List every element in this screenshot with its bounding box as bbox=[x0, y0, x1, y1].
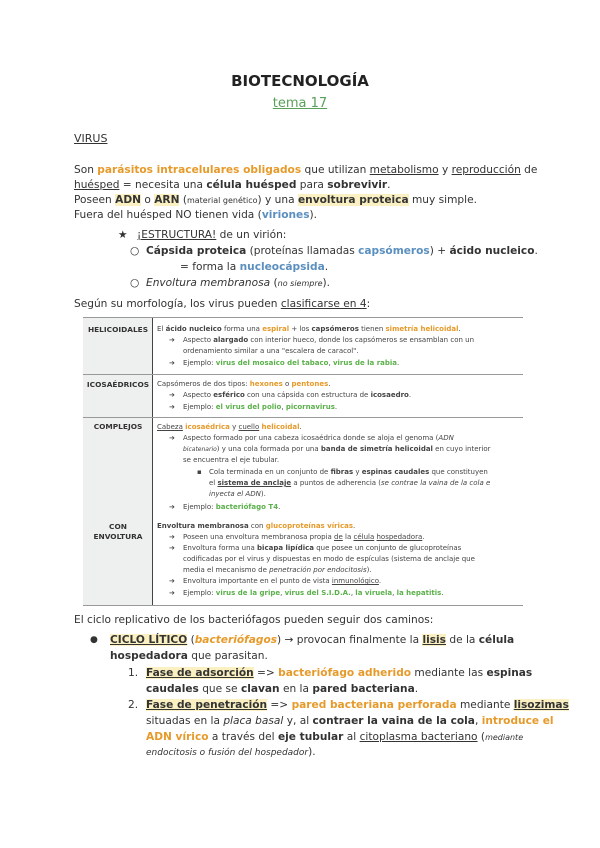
circle-icon: ○ bbox=[130, 277, 140, 289]
arrow-icon: ➔ bbox=[169, 434, 175, 442]
table-divider bbox=[83, 374, 523, 375]
adsorption-line-2: caudales que se clavan en la pared bacteriana. bbox=[146, 683, 419, 695]
intro-line-2: huésped = necesita una célula huésped para sobrevivir. bbox=[74, 179, 391, 191]
intro-line-1: Son parásitos intracelulares obligados que utilizan metabolismo y reproducción de bbox=[74, 164, 538, 176]
step-number: 2. bbox=[128, 699, 139, 711]
section-heading: VIRUS bbox=[74, 132, 108, 145]
structure-item-nucleocapsid: = forma la nucleocápsida. bbox=[180, 261, 329, 273]
table-label-column bbox=[83, 318, 153, 605]
bullet-icon: ● bbox=[90, 635, 98, 645]
table-cell-line: inyecta el ADN). bbox=[209, 490, 266, 498]
table-cell-line: ordenamiento similar a una "escalera de caracol". bbox=[183, 347, 359, 355]
circle-icon: ○ bbox=[130, 245, 140, 257]
table-cell-line: Poseen una envoltura membranosa propia de la célula hospedadora. bbox=[183, 533, 425, 541]
adsorption-line-1: Fase de adsorción => bacteriófago adherido mediante las espinas bbox=[146, 667, 533, 679]
lytic-cycle-line-1: CICLO LÍTICO (bacteriófagos) → provocan finalmente la lisis de la célula bbox=[110, 634, 515, 646]
table-cell-line: el sistema de anclaje a puntos de adherencia (se contrae la vaina de la cola e bbox=[209, 479, 491, 487]
step-number: 1. bbox=[128, 667, 139, 679]
penetration-line-2: situadas en la placa basal y, al contraer la vaina de la cola, introduce el bbox=[146, 715, 554, 727]
table-cell-line: codificadas por el virus y dispuestas en modo de espículas (sistema de anclaje que bbox=[183, 555, 475, 563]
penetration-line-4: endocitosis o fusión del hospedador). bbox=[146, 746, 316, 758]
arrow-icon: ➔ bbox=[169, 577, 175, 585]
morphology-line: Según su morfología, los virus pueden clasificarse en 4: bbox=[74, 298, 371, 310]
table-row-label-complejos: COMPLEJOS bbox=[93, 422, 143, 431]
classification-table bbox=[83, 317, 523, 606]
arrow-icon: ➔ bbox=[169, 359, 175, 367]
table-cell-line: Cola terminada en un conjunto de fibras y espinas caudales que constituyen bbox=[209, 468, 488, 476]
table-cell-line: Capsómeros de dos tipos: hexones o pentones. bbox=[157, 380, 331, 388]
intro-line-4: Fuera del huésped NO tienen vida (viriones). bbox=[74, 209, 318, 221]
table-cell-line: Ejemplo: virus de la gripe, virus del S.I.D.A., la viruela, la hepatitis. bbox=[183, 589, 444, 597]
table-cell-line: Ejemplo: el virus del polio, picornavirus. bbox=[183, 403, 338, 411]
arrow-icon: ➔ bbox=[169, 391, 175, 399]
sub-bullet-icon: ▪ bbox=[197, 468, 202, 476]
cycle-intro: El ciclo replicativo de los bacteriófagos pueden seguir dos caminos: bbox=[74, 614, 434, 626]
arrow-icon: ➔ bbox=[169, 403, 175, 411]
table-cell-line: bicatenario) y una cola formada por una banda de simetría helicoidal en cuyo interior bbox=[183, 445, 491, 453]
lytic-cycle-line-2: hospedadora que parasitan. bbox=[110, 650, 268, 662]
penetration-line-1: Fase de penetración => pared bacteriana perforada mediante lisozimas bbox=[146, 699, 569, 711]
structure-heading: ¡ESTRUCTURA! de un virión: bbox=[137, 229, 287, 241]
intro-line-3: Poseen ADN o ARN (material genético) y una envoltura proteica muy simple. bbox=[74, 194, 477, 206]
structure-item-capsid: Cápsida proteica (proteínas llamadas capsómeros) + ácido nucleico. bbox=[146, 245, 538, 257]
page-subtitle: tema 17 bbox=[272, 96, 328, 111]
table-cell-line: Aspecto formado por una cabeza icosaédrica donde se aloja el genoma (ADN bbox=[183, 434, 454, 442]
table-cell-line: Ejemplo: bacteriófago T4. bbox=[183, 503, 281, 511]
table-cell-line: se encuentra el eje tubular. bbox=[183, 456, 280, 464]
table-cell-line: media el mecanismo de penetración por endocitosis). bbox=[183, 566, 372, 574]
structure-item-envelope: Envoltura membranosa (no siempre). bbox=[146, 277, 331, 289]
table-cell-line: Envoltura importante en el punto de vista inmunológico. bbox=[183, 577, 382, 585]
penetration-line-3: ADN vírico a través del eje tubular al citoplasma bacteriano (mediante bbox=[146, 731, 524, 743]
arrow-icon: ➔ bbox=[169, 544, 175, 552]
page-title: BIOTECNOLOGÍA bbox=[231, 72, 369, 90]
table-cell-line: El ácido nucleico forma una espiral + los capsómeros tienen simetría helicoidal. bbox=[157, 325, 461, 333]
table-cell-line: Ejemplo: virus del mosaico del tabaco, virus de la rabia. bbox=[183, 359, 400, 367]
star-icon: ★ bbox=[118, 229, 128, 241]
arrow-icon: ➔ bbox=[169, 589, 175, 597]
table-cell-line: Envoltura membranosa con glucoproteínas víricas. bbox=[157, 522, 356, 530]
table-row-label-helicoidales: HELICOIDALES bbox=[87, 325, 149, 334]
table-cell-line: Cabeza icosaédrica y cuello helicoidal. bbox=[157, 423, 302, 431]
table-row-label-envoltura: CON ENVOLTURA bbox=[93, 522, 143, 541]
arrow-icon: ➔ bbox=[169, 503, 175, 511]
arrow-icon: ➔ bbox=[169, 533, 175, 541]
table-row-label-icosaedricos: ICOSAÉDRICOS bbox=[86, 380, 150, 389]
table-cell-line: Aspecto alargado con interior hueco, donde los capsómeros se ensamblan con un bbox=[183, 336, 475, 344]
table-cell-line: Aspecto esférico con una cápsida con estructura de icosaedro. bbox=[183, 391, 412, 399]
table-cell-line: Envoltura forma una bicapa lipídica que posee un conjunto de glucoproteínas bbox=[183, 544, 462, 552]
table-divider bbox=[83, 417, 523, 418]
arrow-icon: ➔ bbox=[169, 336, 175, 344]
